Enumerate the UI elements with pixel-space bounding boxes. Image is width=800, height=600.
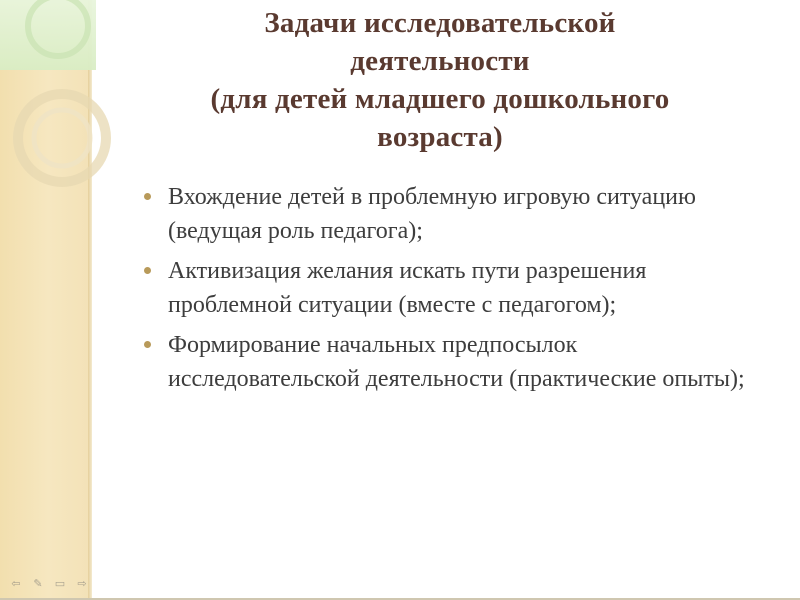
title-line: (для детей младшего дошкольного: [210, 83, 670, 115]
slide-title: [110, 4, 770, 156]
title-line: возраста): [377, 121, 503, 153]
arrow-right-icon[interactable]: ⇨: [77, 576, 87, 590]
bullet-text: Формирование начальных предпосылок исследовательской деятельности (практические опыты);: [168, 332, 745, 392]
bullet-item: [142, 328, 772, 396]
bullet-text: Вхождение детей в проблемную игровую ситуацию (ведущая роль педагога);: [168, 184, 696, 244]
bullet-text: Активизация желания искать пути разрешения проблемной ситуации (вместе с педагогом);: [168, 258, 647, 318]
bullet-item: [142, 180, 772, 248]
decor-circles-icon: [0, 0, 120, 200]
bullet-item: [142, 254, 772, 322]
pen-icon[interactable]: ✎: [33, 576, 43, 590]
bullet-dot-icon: [144, 267, 151, 274]
arrow-left-icon[interactable]: ⇦: [11, 576, 21, 590]
slide-menu-icon[interactable]: ▭: [54, 576, 66, 590]
bullet-dot-icon: [144, 193, 151, 200]
slideshow-nav: [8, 576, 90, 590]
title-line: Задачи исследовательской: [264, 7, 616, 39]
title-line: деятельности: [350, 45, 530, 77]
bullet-list: [142, 180, 772, 402]
bullet-dot-icon: [144, 341, 151, 348]
